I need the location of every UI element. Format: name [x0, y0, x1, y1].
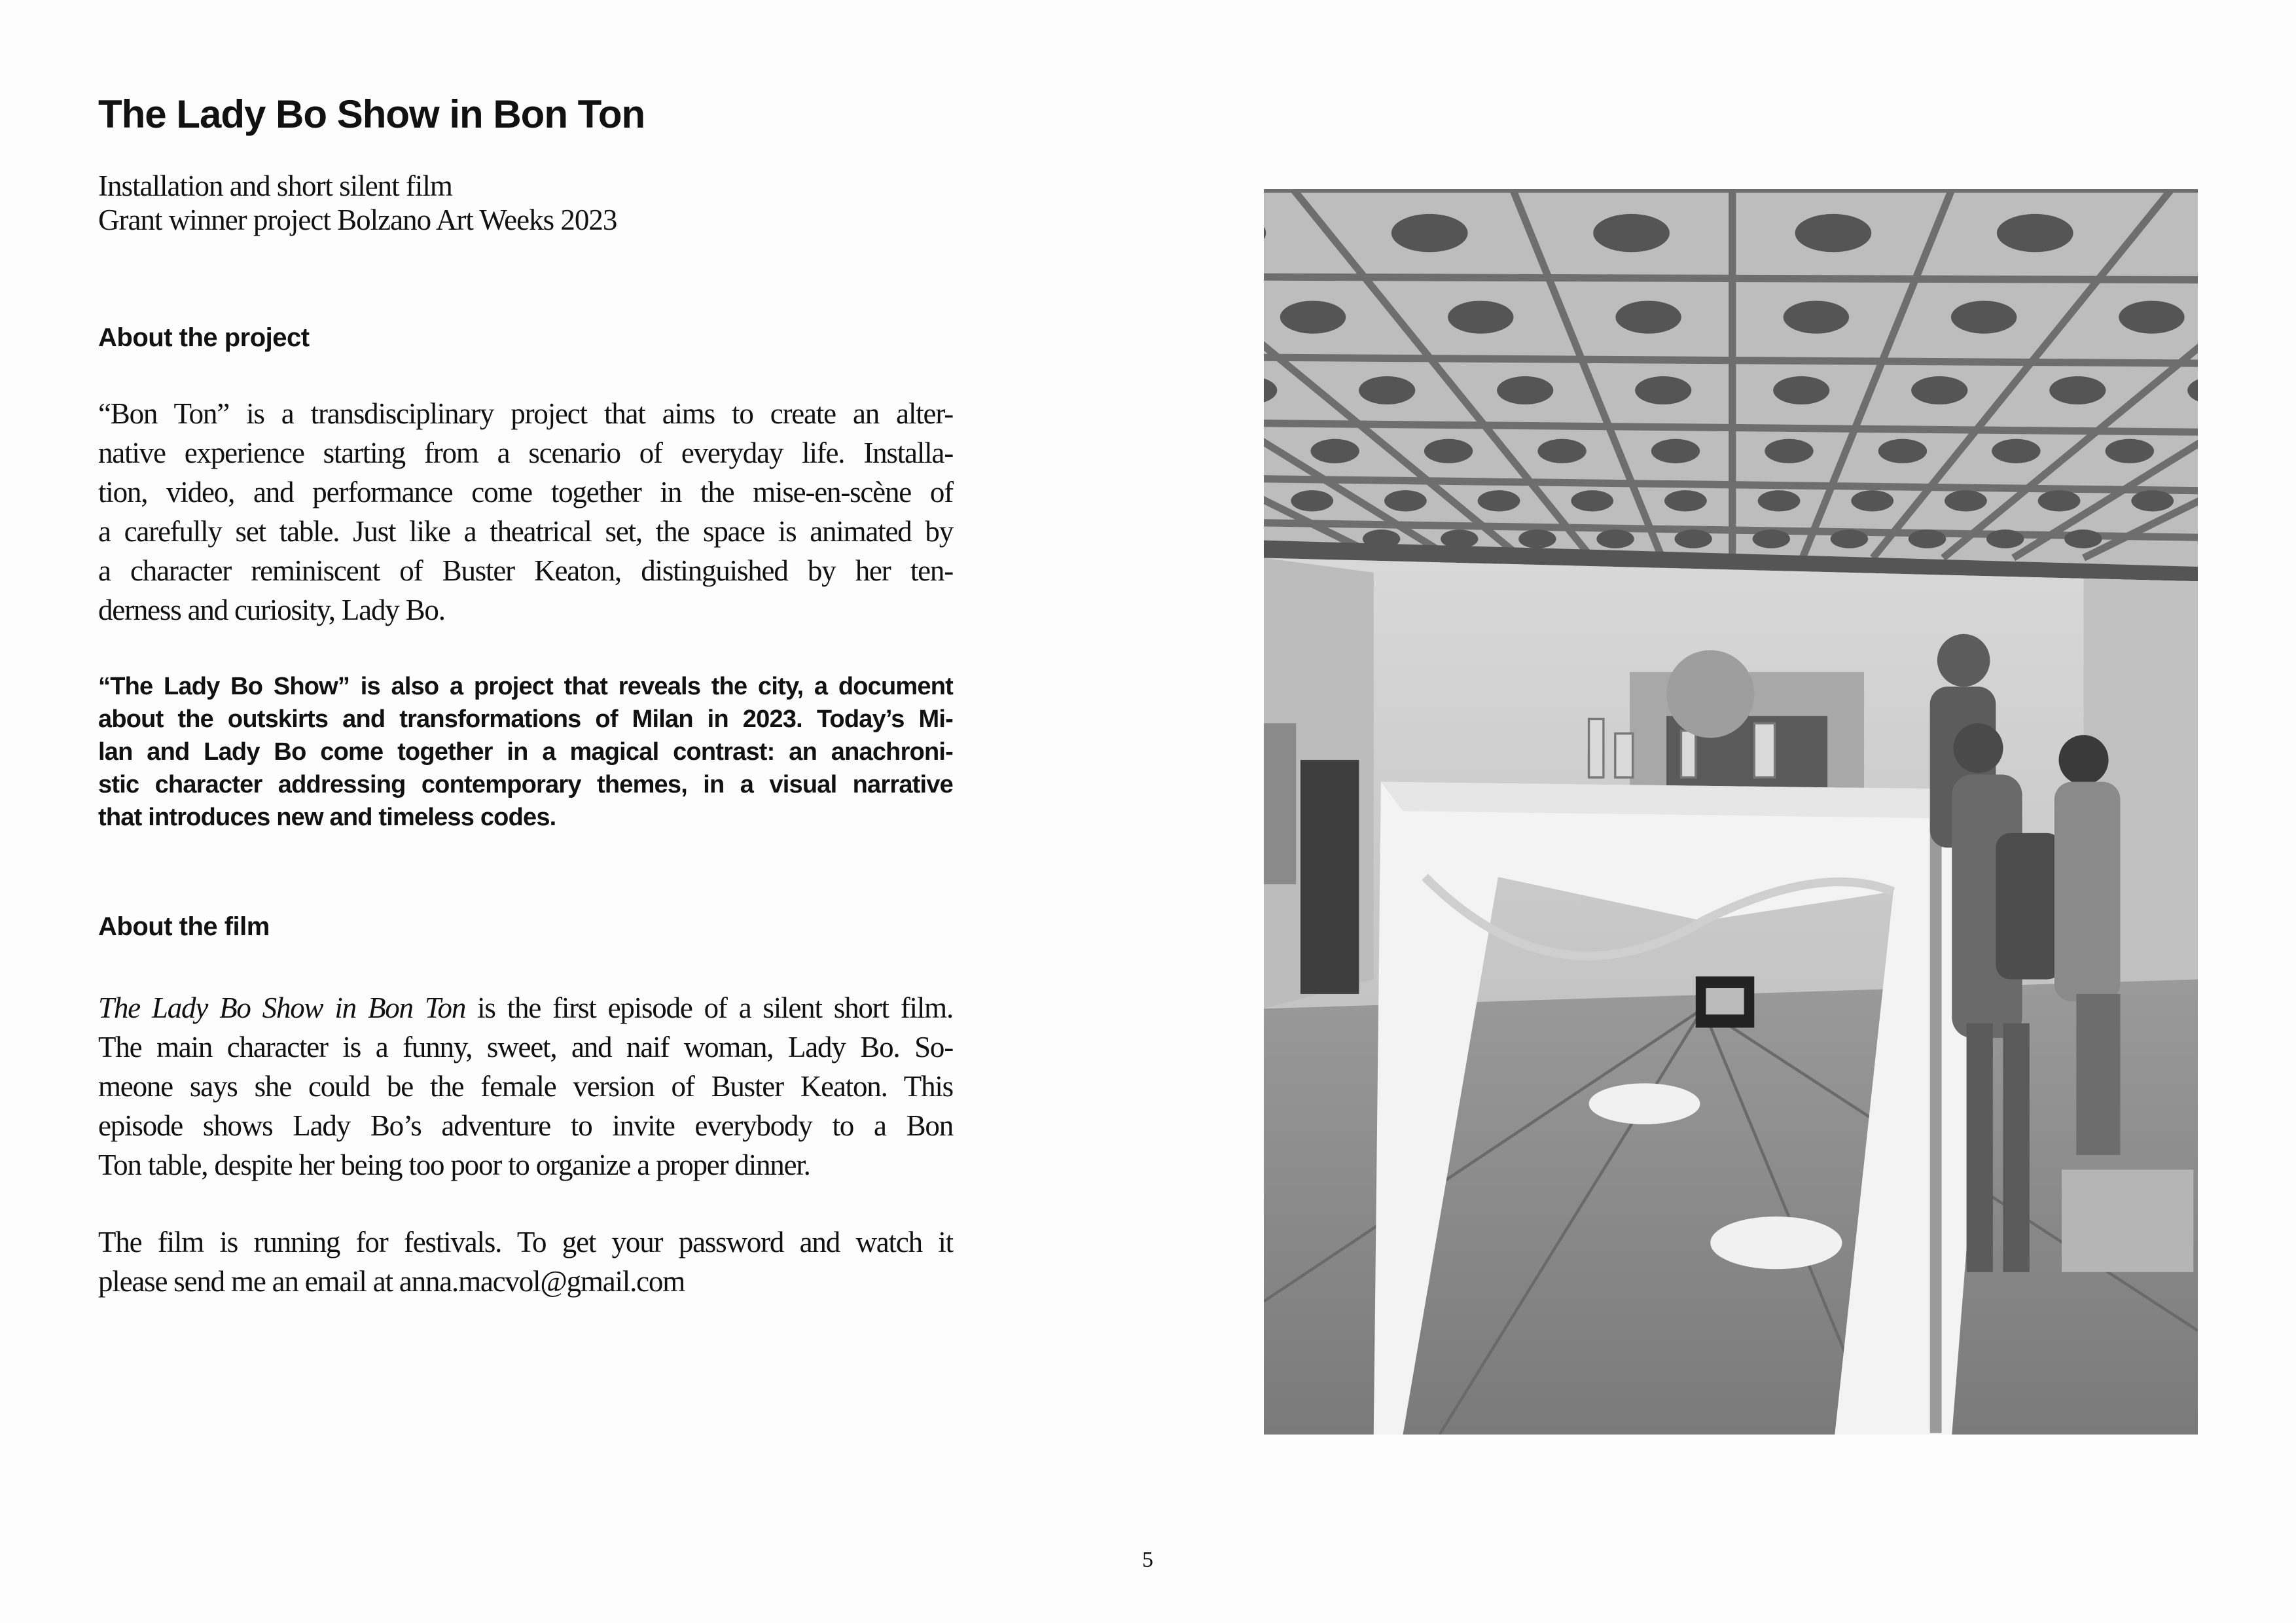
about-project-heading: About the project [98, 323, 310, 352]
ceiling-rosette [1664, 490, 1707, 511]
ceiling-rosette [1571, 490, 1613, 511]
contact-paragraph [98, 1222, 953, 1301]
ceiling-rosette [1784, 301, 1849, 334]
text-line: stic character addressing contemporary themes, in a visual narrative [98, 771, 953, 798]
ceiling-rosette [2038, 490, 2081, 511]
ceiling-rosette [1448, 301, 1513, 334]
text-line: a character reminiscent of Buster Keaton, distinguished by her ten- [98, 554, 953, 587]
ceiling-rosette [1951, 301, 2017, 334]
text-line: Ton table, despite her being too poor to organize a proper dinner. [98, 1149, 810, 1181]
text-span: is the first episode of a silent short film. [465, 991, 953, 1024]
subtitle-line: Installation and short silent film [98, 169, 452, 202]
text-line: “The Lady Bo Show” is also a project that reveals the city, a document [98, 673, 953, 700]
ceiling-rosette [1945, 490, 1987, 511]
ceiling-rosette [2119, 301, 2184, 334]
ceiling-rosette [1831, 529, 1868, 548]
ceiling-rosette [1992, 439, 2040, 463]
ceiling-rosette [1911, 376, 1967, 404]
ceiling-rosette [1878, 439, 1927, 463]
ceiling-rosette [1986, 529, 2024, 548]
ceiling-rosette [1596, 529, 1634, 548]
text-line: a carefully set table. Just like a theatrical set, the space is animated by [98, 515, 953, 548]
text-line: tion, video, and performance come together in the mise-en-scène of [98, 476, 953, 508]
ceiling-rosette [1615, 301, 1681, 334]
installation-photo [1264, 189, 2198, 1435]
film-paragraph [98, 988, 953, 1185]
text-line: that introduces new and timeless codes. [98, 804, 556, 831]
ceiling-rosette [1441, 529, 1478, 548]
ceiling-rosette [2049, 376, 2106, 404]
ceiling-rosette [1593, 214, 1670, 252]
project-bold-paragraph [98, 670, 953, 834]
film-title-italic: The Lady Bo Show in Bon Ton [98, 991, 466, 1024]
ceiling-rosette [1280, 301, 1346, 334]
text-line: native experience starting from a scenario of everyday life. Installa- [98, 437, 953, 469]
ceiling-rosette [1497, 376, 1553, 404]
text-line [98, 988, 953, 1027]
text-line: “Bon Ton” is a transdisciplinary project that aims to create an alter- [98, 397, 953, 430]
ceiling-rosette [1384, 490, 1427, 511]
text-line: The film is running for festivals. To get your password and watch it [98, 1226, 953, 1258]
page-title: The Lady Bo Show in Bon Ton [98, 92, 645, 136]
ceiling-rosette [1391, 214, 1468, 252]
ceiling-rosette [1651, 439, 1700, 463]
text-line: derness and curiosity, Lady Bo. [98, 594, 445, 626]
ceiling-rosette [1765, 439, 1813, 463]
subtitle-line: Grant winner project Bolzano Art Weeks 2023 [98, 204, 617, 236]
text-line: episode shows Lady Bo’s adventure to invite everybody to a Bon [98, 1109, 953, 1142]
ceiling-rosette [1674, 529, 1712, 548]
installation-photo-illustration [1264, 189, 2198, 1435]
project-paragraph [98, 394, 953, 630]
ceiling-rosette [1424, 439, 1473, 463]
text-line: lan and Lady Bo come together in a magical contrast: an anachroni- [98, 738, 953, 766]
ceiling-rosette [1758, 490, 1801, 511]
ceiling-rosette [2064, 529, 2102, 548]
ceiling-rosette [2106, 439, 2154, 463]
ceiling-rosette [1478, 490, 1520, 511]
subtitle [98, 169, 617, 237]
ceiling-rosette [1909, 529, 1946, 548]
text-line: about the outskirts and transformations of Milan in 2023. Today’s Mi- [98, 705, 953, 733]
ceiling-rosette [1359, 376, 1415, 404]
ceiling-rosette [1518, 529, 1556, 548]
text-line: The main character is a funny, sweet, and naif woman, Lady Bo. So- [98, 1031, 953, 1063]
ceiling-rosette [1997, 214, 2073, 252]
ceiling-rosette [1291, 490, 1333, 511]
contact-email-line: please send me an email at anna.macvol@gmail.com [98, 1265, 685, 1298]
ceiling-rosette [1635, 376, 1691, 404]
ceiling-rosette [1773, 376, 1829, 404]
ceiling-rosette [1753, 529, 1790, 548]
ceiling-rosette [1795, 214, 1872, 252]
text-line: meone says she could be the female version of Buster Keaton. This [98, 1070, 953, 1103]
ceiling-rosette [1310, 439, 1359, 463]
page-number: 5 [1142, 1548, 1153, 1572]
ceiling-rosette [1851, 490, 1893, 511]
ceiling-rosette [1537, 439, 1586, 463]
ceiling-rosette [2131, 490, 2174, 511]
about-film-heading: About the film [98, 912, 270, 941]
